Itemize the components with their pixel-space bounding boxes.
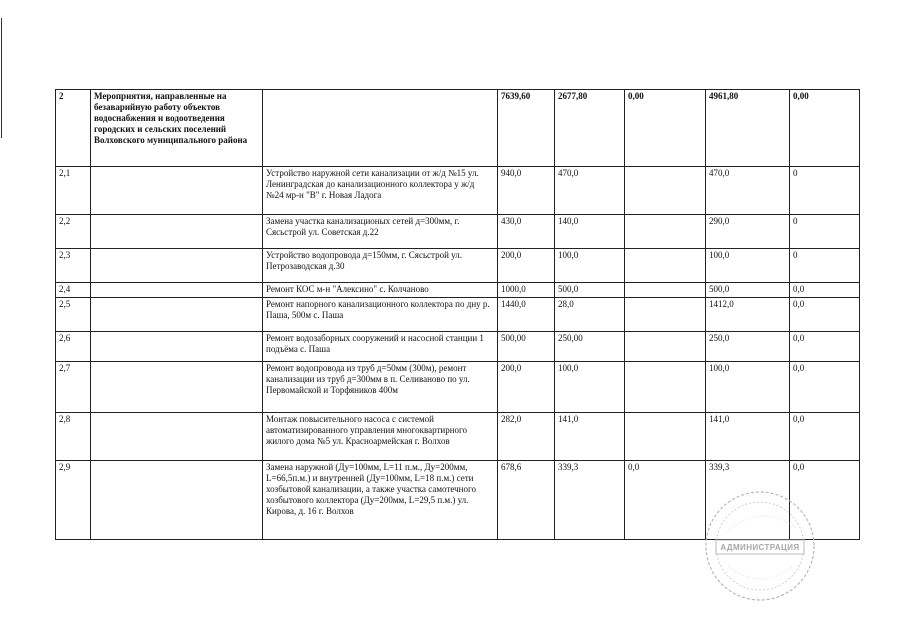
table-row bbox=[56, 90, 860, 167]
amount-col-1: 140,0 bbox=[555, 215, 625, 249]
amount-col-1: 250,00 bbox=[555, 332, 625, 362]
row-number: 2 bbox=[56, 90, 91, 167]
measure-description: Устройство водопровода д=150мм, г. Сясьстрой ул. Петрозаводская д.30 bbox=[263, 249, 498, 283]
amount-col-1: 28,0 bbox=[555, 298, 625, 332]
measure-description: Ремонт напорного канализационного коллектора по дну р. Паша, 500м с. Паша bbox=[263, 298, 498, 332]
stamp-arc-text-mark bbox=[728, 566, 794, 579]
measure-description: Ремонт водопровода из труб д=50мм (300м), ремонт канализации из труб д=300мм в п. Селиваново по ул. Первомайской и Торфяников 400м bbox=[263, 362, 498, 413]
amount-col-4: 0 bbox=[790, 215, 860, 249]
table-row bbox=[56, 362, 860, 413]
stamp-text: АДМИНИСТРАЦИЯ bbox=[720, 543, 800, 552]
measure-name bbox=[91, 413, 263, 461]
amount-col-3: 290,0 bbox=[706, 215, 790, 249]
amount-col-4: 0 bbox=[790, 167, 860, 215]
official-stamp bbox=[702, 488, 818, 604]
measure-description: Ремонт водозаборных сооружений и насосной станции 1 подъёма с. Паша bbox=[263, 332, 498, 362]
total-amount: 678,6 bbox=[498, 461, 555, 540]
amount-col-4: 0,0 bbox=[790, 332, 860, 362]
measure-name: Мероприятия, направленные на безаварийную работу объектов водоснабжения и водоотведения городских и сельских поселений Волховского муниципального района bbox=[91, 90, 263, 167]
table-row bbox=[56, 298, 860, 332]
amount-col-3: 500,0 bbox=[706, 283, 790, 298]
total-amount: 200,0 bbox=[498, 362, 555, 413]
row-number: 2,1 bbox=[56, 167, 91, 215]
table-row bbox=[56, 249, 860, 283]
stamp-arc-text-mark bbox=[726, 516, 796, 532]
amount-col-3: 1412,0 bbox=[706, 298, 790, 332]
amount-col-2 bbox=[625, 332, 706, 362]
page-margin-line bbox=[1, 18, 2, 138]
row-number: 2,2 bbox=[56, 215, 91, 249]
amount-col-2 bbox=[625, 167, 706, 215]
amount-col-1: 141,0 bbox=[555, 413, 625, 461]
measure-name bbox=[91, 332, 263, 362]
measure-description bbox=[263, 90, 498, 167]
measure-description: Устройство наружной сети канализации от ж/д №15 ул. Ленинградская до канализационного коллектора у ж/д №24 мр-н "В" г. Новая Ладога bbox=[263, 167, 498, 215]
amount-col-2: 0,0 bbox=[625, 461, 706, 540]
row-number: 2,7 bbox=[56, 362, 91, 413]
total-amount: 7639,60 bbox=[498, 90, 555, 167]
amount-col-1: 100,0 bbox=[555, 249, 625, 283]
row-number: 2,9 bbox=[56, 461, 91, 540]
table-row bbox=[56, 167, 860, 215]
measure-name bbox=[91, 298, 263, 332]
total-amount: 1000,0 bbox=[498, 283, 555, 298]
measure-description: Замена наружной (Ду=100мм, L=11 п.м., Ду=200мм, L=66,5п.м.) и внутренней (Ду=100мм, L=18 п.м.) сети хозбытовой канализации, а также участка самотечного хозбытового коллектора (Ду=200мм, L=29,5 п.м.) ул. Кирова, д. 16 г. Волхов bbox=[263, 461, 498, 540]
amount-col-4: 0,0 bbox=[790, 362, 860, 413]
measure-description: Ремонт КОС м-н "Алексино" с. Колчаново bbox=[263, 283, 498, 298]
amount-col-4: 0,0 bbox=[790, 298, 860, 332]
table-row bbox=[56, 413, 860, 461]
amount-col-3: 141,0 bbox=[706, 413, 790, 461]
amount-col-4: 0,0 bbox=[790, 461, 860, 540]
measure-name bbox=[91, 362, 263, 413]
total-amount: 430,0 bbox=[498, 215, 555, 249]
amount-col-2 bbox=[625, 249, 706, 283]
amount-col-3: 470,0 bbox=[706, 167, 790, 215]
total-amount: 200,0 bbox=[498, 249, 555, 283]
amount-col-4: 0 bbox=[790, 249, 860, 283]
measure-name bbox=[91, 461, 263, 540]
measures-table bbox=[55, 89, 860, 540]
measure-description: Замена участка канализационых сетей д=300мм, г. Сясьстрой ул. Советская д.22 bbox=[263, 215, 498, 249]
measure-name bbox=[91, 215, 263, 249]
row-number: 2,3 bbox=[56, 249, 91, 283]
row-number: 2,6 bbox=[56, 332, 91, 362]
measure-name bbox=[91, 283, 263, 298]
amount-col-1: 339,3 bbox=[555, 461, 625, 540]
measure-name bbox=[91, 249, 263, 283]
measure-description: Монтаж повысительного насоса с системой автоматизированного управления многоквартирного жилого дома №5 ул. Красноармейская г. Волхов bbox=[263, 413, 498, 461]
total-amount: 282,0 bbox=[498, 413, 555, 461]
table-row bbox=[56, 332, 860, 362]
row-number: 2,8 bbox=[56, 413, 91, 461]
amount-col-3: 250,0 bbox=[706, 332, 790, 362]
row-number: 2,4 bbox=[56, 283, 91, 298]
amount-col-1: 100,0 bbox=[555, 362, 625, 413]
total-amount: 500,00 bbox=[498, 332, 555, 362]
amount-col-4: 0,00 bbox=[790, 90, 860, 167]
amount-col-2 bbox=[625, 298, 706, 332]
amount-col-2 bbox=[625, 215, 706, 249]
amount-col-2 bbox=[625, 413, 706, 461]
amount-col-3: 4961,80 bbox=[706, 90, 790, 167]
amount-col-3: 339,3 bbox=[706, 461, 790, 540]
amount-col-4: 0,0 bbox=[790, 413, 860, 461]
total-amount: 940,0 bbox=[498, 167, 555, 215]
amount-col-2 bbox=[625, 283, 706, 298]
total-amount: 1440,0 bbox=[498, 298, 555, 332]
measure-name bbox=[91, 167, 263, 215]
row-number: 2,5 bbox=[56, 298, 91, 332]
amount-col-2: 0,00 bbox=[625, 90, 706, 167]
table-row bbox=[56, 215, 860, 249]
amount-col-3: 100,0 bbox=[706, 249, 790, 283]
amount-col-4: 0,0 bbox=[790, 283, 860, 298]
amount-col-2 bbox=[625, 362, 706, 413]
table-row bbox=[56, 283, 860, 298]
amount-col-1: 500,0 bbox=[555, 283, 625, 298]
amount-col-1: 2677,80 bbox=[555, 90, 625, 167]
amount-col-1: 470,0 bbox=[555, 167, 625, 215]
amount-col-3: 100,0 bbox=[706, 362, 790, 413]
